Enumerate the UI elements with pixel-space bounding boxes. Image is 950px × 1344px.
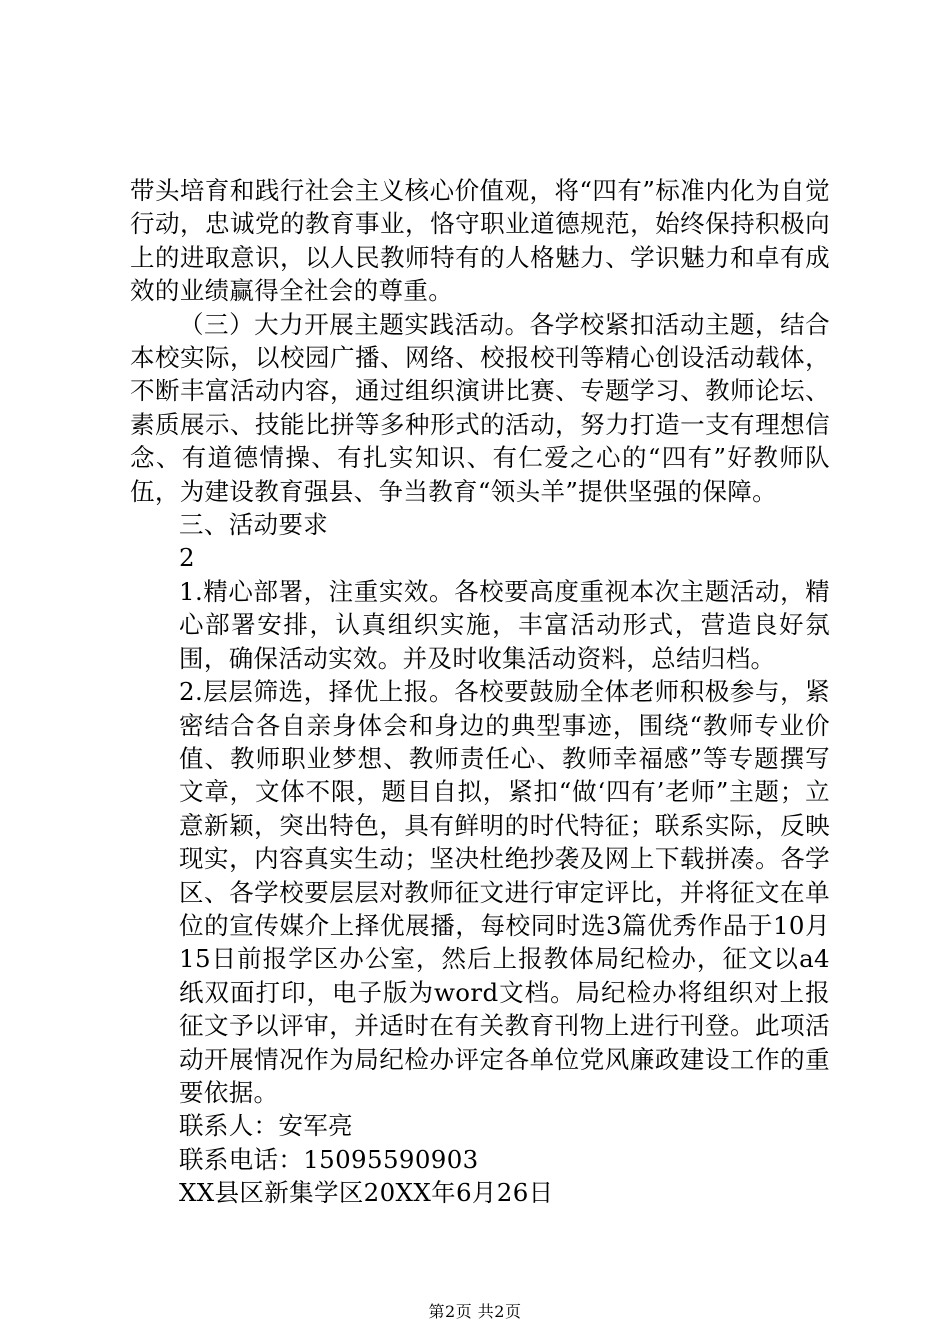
paragraph-core-values: 带头培育和践行社会主义核心价值观，将“四有”标准内化为自觉行动，忠诚党的教育事业，恪守职业道德规范，始终保持积极向上的进取意识，以人民教师特有的人格魅力、学识魅力和卓有成效的业绩赢得全社会的尊重。	[130, 176, 830, 306]
contact-person: 联系人：安军亮	[179, 1111, 353, 1141]
signature-date: XX县区新集学区20XX年6月26日	[179, 1178, 554, 1208]
document-body	[130, 174, 830, 1210]
paragraph-requirement-2: 2.层层筛选，择优上报。各校要鼓励全体老师积极参与，紧密结合各自亲身体会和身边的典型事迹，围绕“教师专业价值、教师职业梦想、教师责任心、教师幸福感”等专题撰写文章，文体不限，题目自拟，紧扣“做‘四有’老师”主题；立意新颖，突出特色，具有鲜明的时代特征；联系实际，反映现实，内容真实生动；坚决杜绝抄袭及网上下载拼凑。各学区、各学校要层层对教师征文进行审定评比，并将征文在单位的宣传媒介上择优展播，每校同时选3篇优秀作品于10月15日前报学区办公室，然后上报教体局纪检办，征文以a4纸双面打印，电子版为word文档。局纪检办将组织对上报征文予以评审，并适时在有关教育刊物上进行刊登。此项活动开展情况作为局纪检办评定各单位党风廉政建设工作的重要依据。	[179, 677, 830, 1107]
page-footer: 第2页 共2页	[428, 1302, 522, 1321]
contact-phone: 联系电话：15095590903	[179, 1144, 479, 1174]
section-heading-requirements: 三、活动要求	[179, 510, 329, 540]
paragraph-theme-practice: （三）大力开展主题实践活动。各学校紧扣活动主题，结合本校实际，以校园广播、网络、校报校刊等精心创设活动载体，不断丰富活动内容，通过组织演讲比赛、专题学习、教师论坛、素质展示、技能比拼等多种形式的活动，努力打造一支有理想信念、有道德情操、有扎实知识、有仁爱之心的“四有”好教师队伍，为建设教育强县、争当教育“领头羊”提供坚强的保障。	[130, 309, 830, 506]
stray-page-number: 2	[179, 543, 195, 573]
paragraph-requirement-1: 1.精心部署，注重实效。各校要高度重视本次主题活动，精心部署安排，认真组织实施，丰富活动形式，营造良好氛围，确保活动实效。并及时收集活动资料，总结归档。	[179, 576, 830, 673]
